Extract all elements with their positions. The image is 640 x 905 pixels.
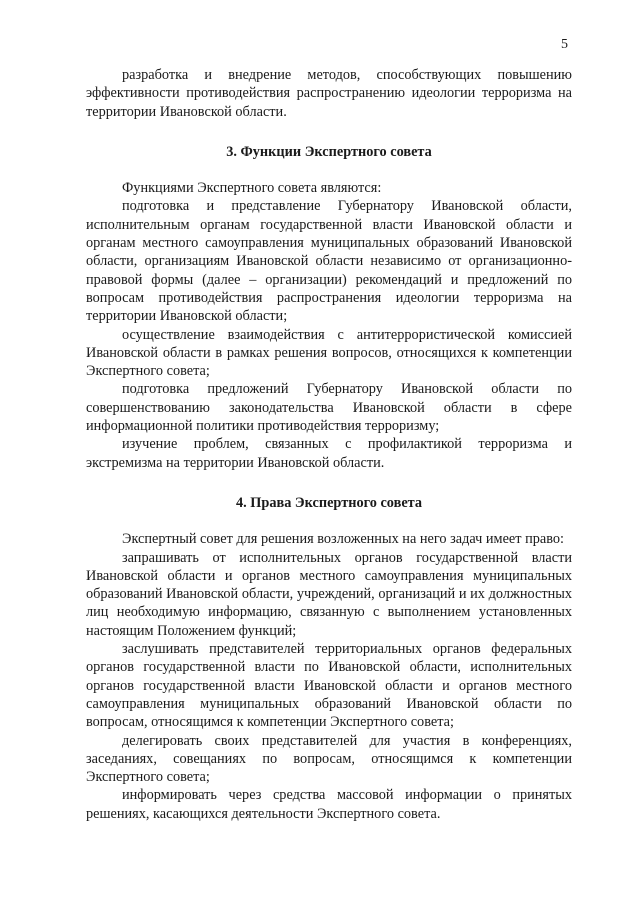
section-4-paragraph: заслушивать представителей территориальных органов федеральных органов государственной власти по Ивановской области, исполнительных органов государственной власти Ивановской области и органов местного самоуправления муниципальных образований Ивановской области по вопросам, относящимся к компетенции Экспертного совета; — [86, 641, 572, 731]
section-3-heading: 3. Функции Экспертного совета — [226, 143, 432, 160]
section-3-paragraph: подготовка и представление Губернатору Ивановской области, исполнительным органам государственной власти Ивановской области и органам местного самоуправления муниципальных образований Ивановской области, организациям Ивановской области независимо от организационно-правовой формы (далее – организации) рекомендаций и предложений по вопросам противодействия распространения идеологии терроризма на территории Ивановской области; — [86, 198, 572, 325]
intro-paragraph: разработка и внедрение методов, способствующих повышению эффективности противодействия распространению идеологии терроризма на территории Ивановской области. — [86, 67, 572, 120]
section-4-paragraph: Экспертный совет для решения возложенных на него задач имеет право: — [122, 531, 565, 548]
page-number: 5 — [561, 37, 568, 52]
section-4-paragraph: запрашивать от исполнительных органов государственной власти Ивановской области и органов местного самоуправления муниципальных образований Ивановской области, учреждений, организаций и их должностных лиц необходимую информацию, связанную с выполнением установленных настоящим Положением функций; — [86, 549, 572, 639]
section-3-paragraph: изучение проблем, связанных с профилактикой терроризма и экстремизма на территории Ивановской области. — [86, 436, 572, 471]
section-4-paragraph: информировать через средства массовой информации о принятых решениях, касающихся деятельности Экспертного совета. — [86, 787, 572, 822]
section-4-heading: 4. Права Экспертного совета — [235, 494, 423, 511]
section-4-paragraph: делегировать своих представителей для участия в конференциях, заседаниях, совещаниях по вопросам, относящимся к компетенции Экспертного совета; — [86, 732, 572, 786]
document-body — [86, 66, 572, 823]
section-3-paragraph: подготовка предложений Губернатору Ивановской области по совершенствованию законодательства Ивановской области в сфере информационной политики противодействия терроризму; — [86, 381, 572, 435]
section-3-paragraph: Функциями Экспертного совета являются: — [122, 180, 382, 197]
section-3-paragraph: осуществление взаимодействия с антитеррористической комиссией Ивановской области в рамках решения вопросов, относящихся к компетенции Экспертного совета; — [86, 326, 572, 380]
